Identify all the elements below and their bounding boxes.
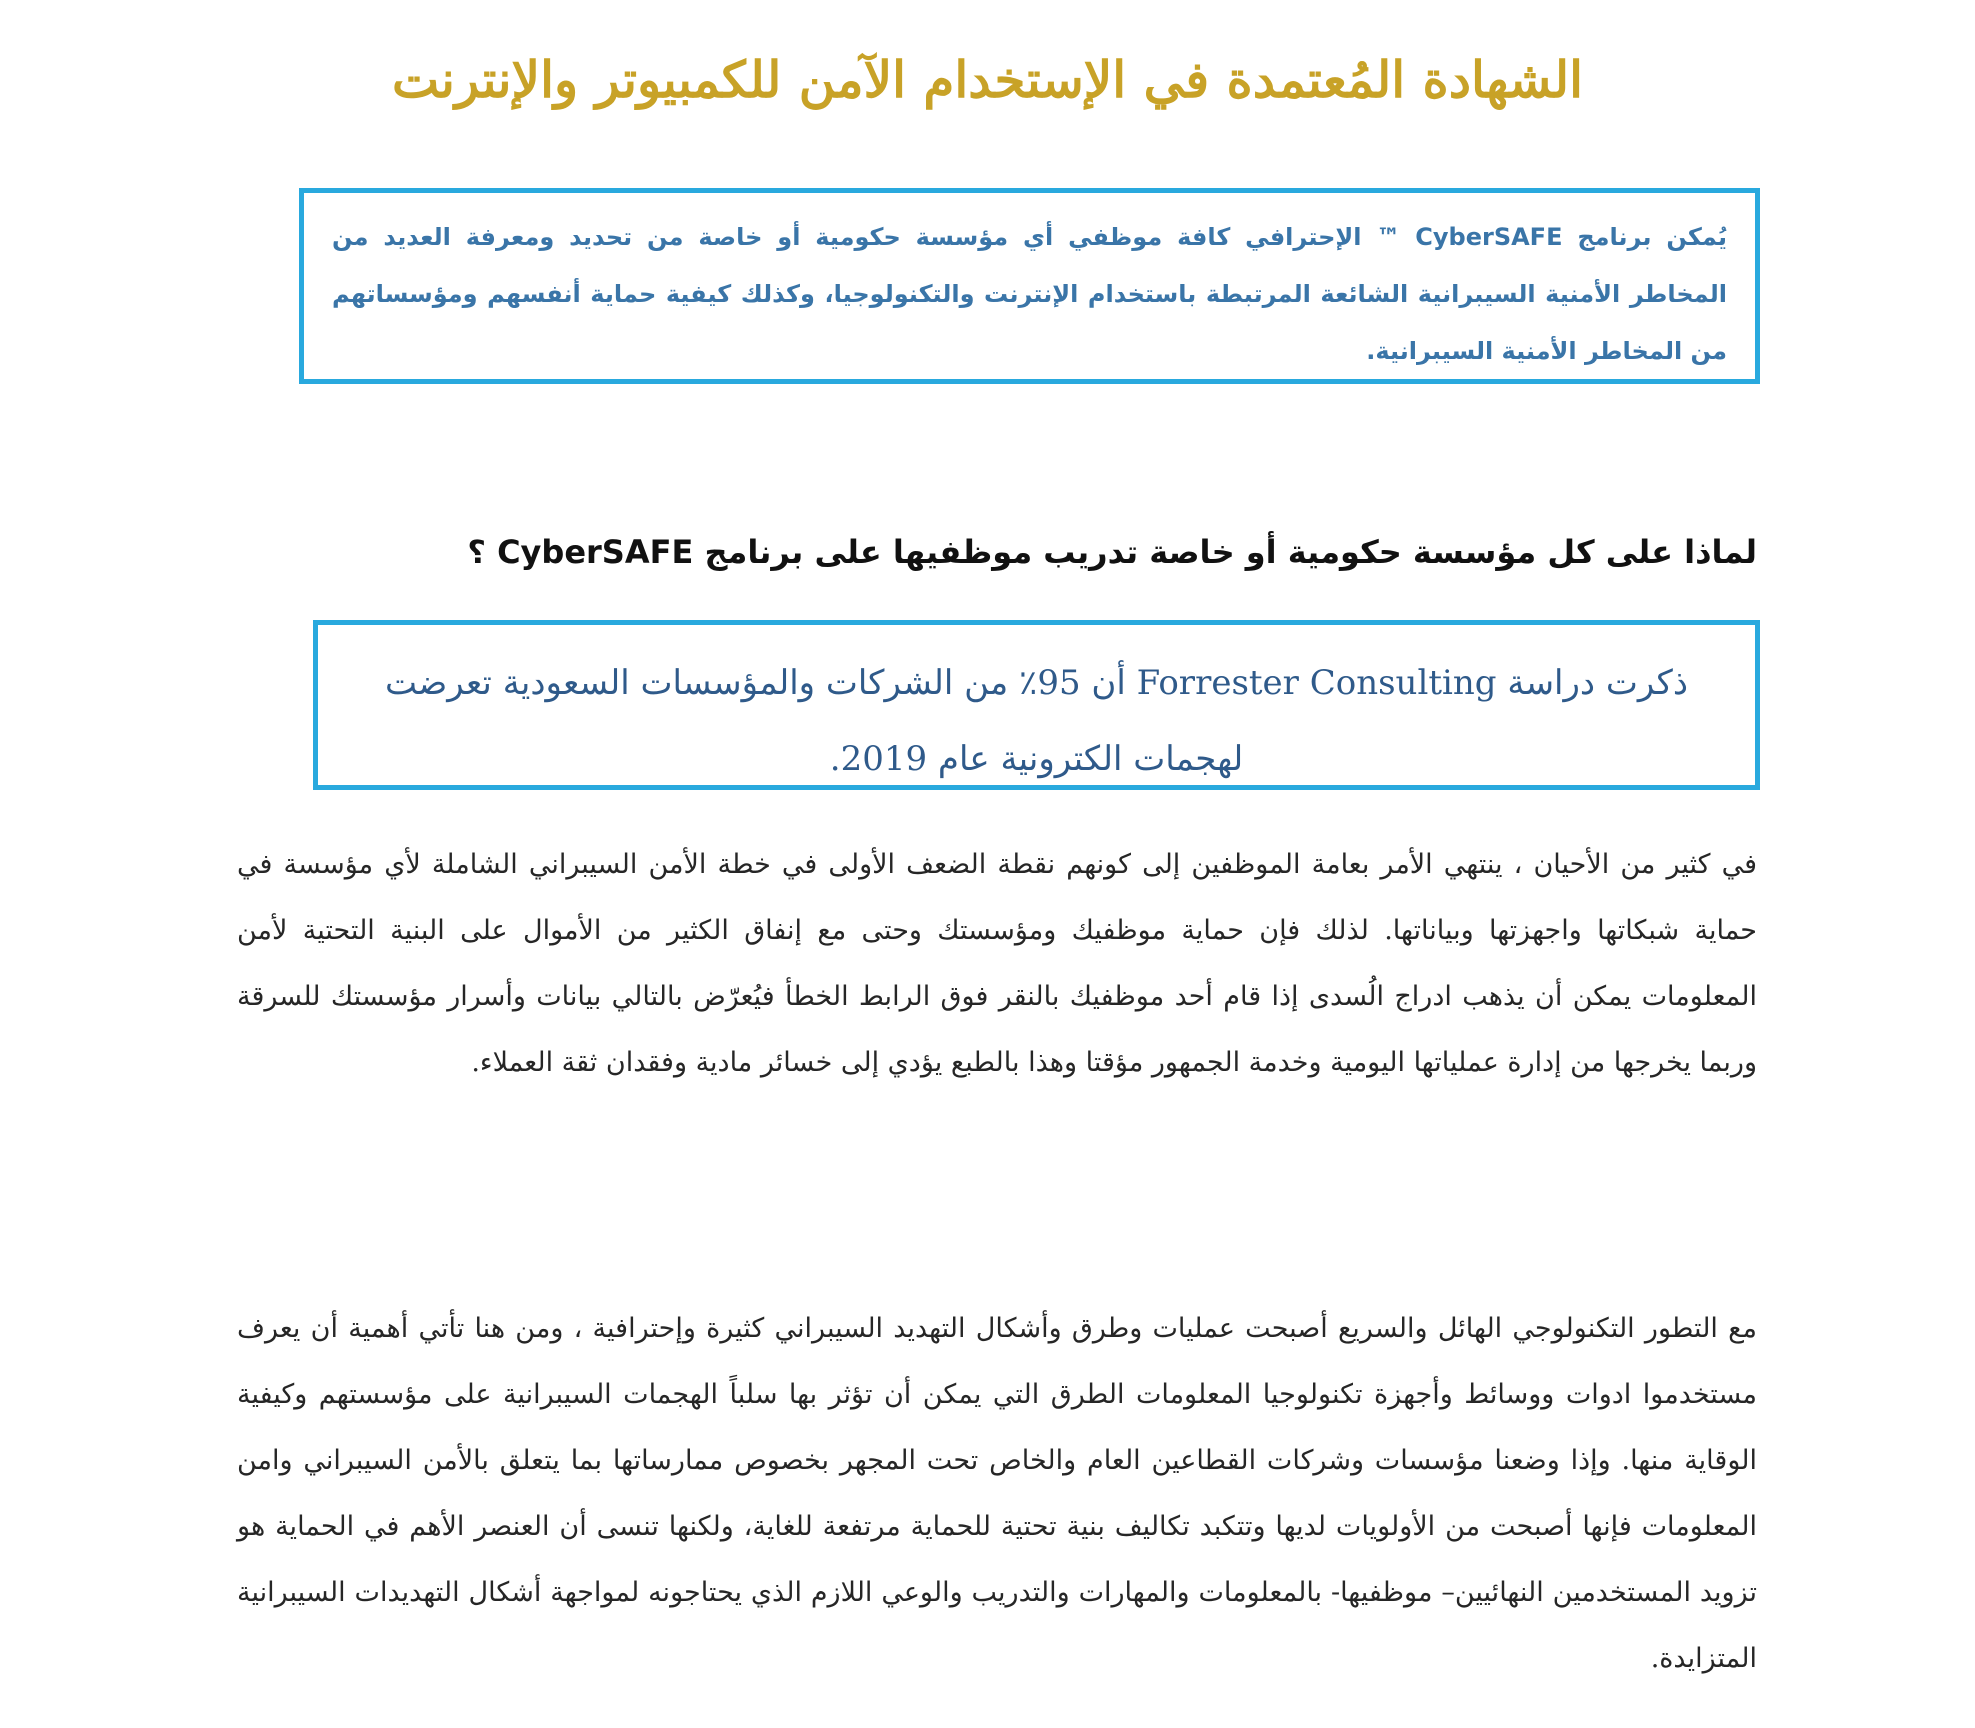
stat-text: ذكرت دراسة Forrester Consulting أن 95٪ من الشركات والمؤسسات السعودية تعرضت لهجمات الكترونية عام 2019. <box>385 663 1688 779</box>
body-paragraph: مع التطور التكنولوجي الهائل والسريع أصبحت عمليات وطرق وأشكال التهديد السيبراني كثيرة وإحترافية ، ومن هنا تأتي أهمية أن يعرف مستخدموا ادوات ووسائط وأجهزة تكنولوجيا المعلومات الطرق التي يمكن أن تؤثر بها سلباً الهجمات السيبرانية على مؤسستهم وكيفية الوقاية منها. وإذا وضعنا مؤسسات وشركات القطاعين العام والخاص تحت المجهر بخصوص ممارساتها بما يتعلق بالأمن السيبراني وامن المعلومات فإنها أصبحت من الأولويات لديها وتتكبد تكاليف بنية تحتية للحماية مرتفعة للغاية، ولكنها تنسى أن العنصر الأهم في الحماية هو تزويد المستخدمين النهائيين– موظفيها- بالمعلومات والمهارات والتدريب والوعي اللازم الذي يحتاجونه لمواجهة أشكال التهديدات السيبرانية المتزايدة. <box>237 1313 1757 1674</box>
question-heading: لماذا على كل مؤسسة حكومية أو خاصة تدريب موظفيها على برنامج CyberSAFE ؟ <box>467 533 1757 571</box>
intro-text: يُمكن برنامج CyberSAFE ™ الإحترافي كافة موظفي أي مؤسسة حكومية أو خاصة من تحديد ومعرفة العديد من المخاطر الأمنية السيبرانية الشائعة المرتبطة باستخدام الإنترنت والتكنولوجيا، وكذلك كيفية حماية أنفسهم ومؤسساتهم من المخاطر الأمنية السيبرانية. <box>332 223 1727 365</box>
stat-box <box>313 620 1760 790</box>
body-paragraph: في كثير من الأحيان ، ينتهي الأمر بعامة الموظفين إلى كونهم نقطة الضعف الأولى في خطة الأمن السيبراني الشاملة لأي مؤسسة في حماية شبكاتها واجهزتها وبياناتها. لذلك فإن حماية موظفيك ومؤسستك وحتى مع إنفاق الكثير من الأموال على البنية التحتية لأمن المعلومات يمكن أن يذهب ادراج الُسدى إذا قام أحد موظفيك بالنقر فوق الرابط الخطأ فيُعرّض بالتالي بيانات وأسرار مؤسستك للسرقة وربما يخرجها من إدارة عملياتها اليومية وخدمة الجمهور مؤقتا وهذا بالطبع يؤدي إلى خسائر مادية وفقدان ثقة العملاء. <box>237 849 1758 1078</box>
page-title: الشهادة المُعتمدة في الإستخدام الآمن للكمبيوتر والإنترنت <box>391 50 1584 109</box>
intro-box <box>299 188 1760 384</box>
